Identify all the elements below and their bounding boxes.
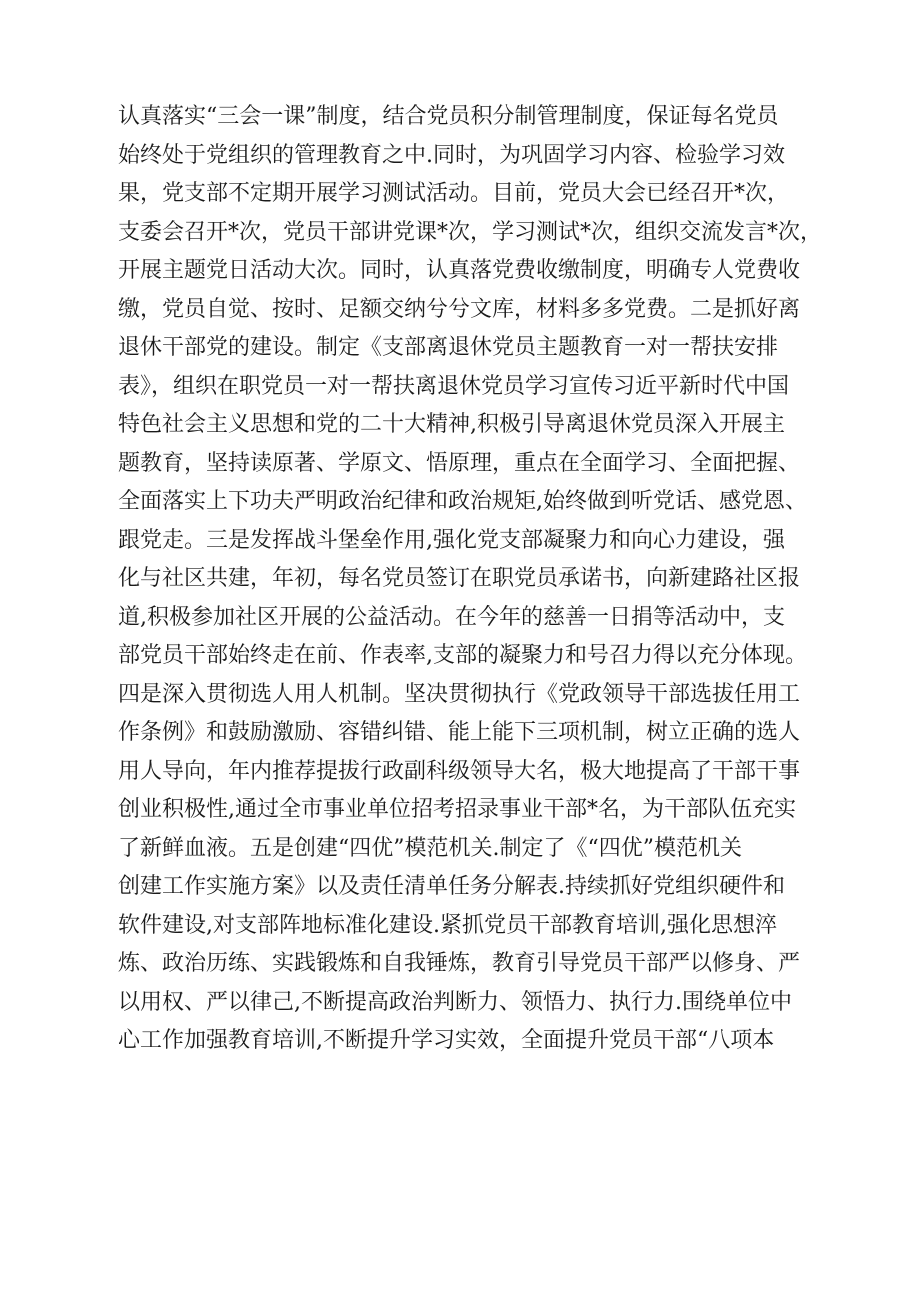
text-line: 四是深入贯彻选人用人机制。坚决贯彻执行《党政领导干部选拔任用工: [118, 681, 801, 707]
text-line: 认真落实“三会一课”制度，结合党员积分制管理制度，保证每名党员: [118, 104, 779, 129]
text-line: 作条例》和鼓励激励、容错纠错、能上能下三项机制，树立正确的选人: [118, 720, 801, 745]
text-line: 果，党支部不定期开展学习测试活动。目前，党员大会已经召开*次，: [118, 181, 790, 206]
text-line: 表》，组织在职党员一对一帮扶离退休党员学习宣传习近平新时代中国: [118, 373, 790, 399]
text-line: 创建工作实施方案》以及责任清单任务分解表.持续抓好党组织硬件和: [118, 874, 785, 899]
text-line: 全面落实上下功夫严明政治纪律和政治规矩,始终做到听党话、感党恩、: [118, 489, 807, 514]
text-line: 开展主题党日活动大次。同时，认真落党费收缴制度，明确专人党费收: [118, 258, 801, 283]
text-line: 心工作加强教育培训,不断提升学习实效，全面提升党员干部“八项本: [118, 1028, 775, 1053]
text-line: 退休干部党的建设。制定《支部离退休党员主题教育一对一帮扶安排: [118, 335, 779, 360]
text-line: 支委会召开*次，党员干部讲党课*次，学习测试*次，组织交流发言*次，: [118, 219, 823, 245]
text-line: 炼、政治历练、实践锻炼和自我锤炼，教育引导党员干部严以修身、严: [118, 951, 801, 976]
body-paragraph: [118, 98, 838, 1061]
text-line: 题教育，坚持读原著、学原文、悟原理，重点在全面学习、全面把握、: [118, 450, 801, 476]
text-line: 部党员干部始终走在前、作表率,支部的凝聚力和号召力得以充分体现。: [118, 643, 807, 668]
text-line: 特色社会主义思想和党的二十大精神,积极引导离退休党员深入开展主: [118, 412, 785, 437]
text-line: 跟党走。三是发挥战斗堡垒作用,强化党支部凝聚力和向心力建设，强: [118, 527, 785, 553]
text-line: 了新鲜血液。五是创建“四优”模范机关.制定了《“四优”模范机关: [118, 835, 742, 861]
text-line: 用人导向，年内推荐提拔行政副科级领导大名，极大地提高了干部干事: [118, 758, 801, 784]
text-line: 始终处于党组织的管理教育之中.同时，为巩固学习内容、检验学习效: [118, 142, 785, 168]
text-line: 化与社区共建，年初，每名党员签订在职党员承诺书，向新建路社区报: [118, 566, 801, 591]
text-line: 道,积极参加社区开展的公益活动。在今年的慈善一日捐等活动中，支: [118, 604, 785, 630]
text-line: 软件建设,对支部阵地标准化建设.紧抓党员干部教育培训,强化思想淬: [118, 912, 777, 938]
text-line: 以用权、严以律己,不断提高政治判断力、领悟力、执行力.围绕单位中: [118, 989, 792, 1015]
text-line: 缴，党员自觉、按时、足额交纳兮兮文库，材料多多党费。二是抓好离: [118, 296, 801, 322]
text-line: 创业积极性,通过全市事业单位招考招录事业干部*名，为干部队伍充实: [118, 797, 796, 822]
